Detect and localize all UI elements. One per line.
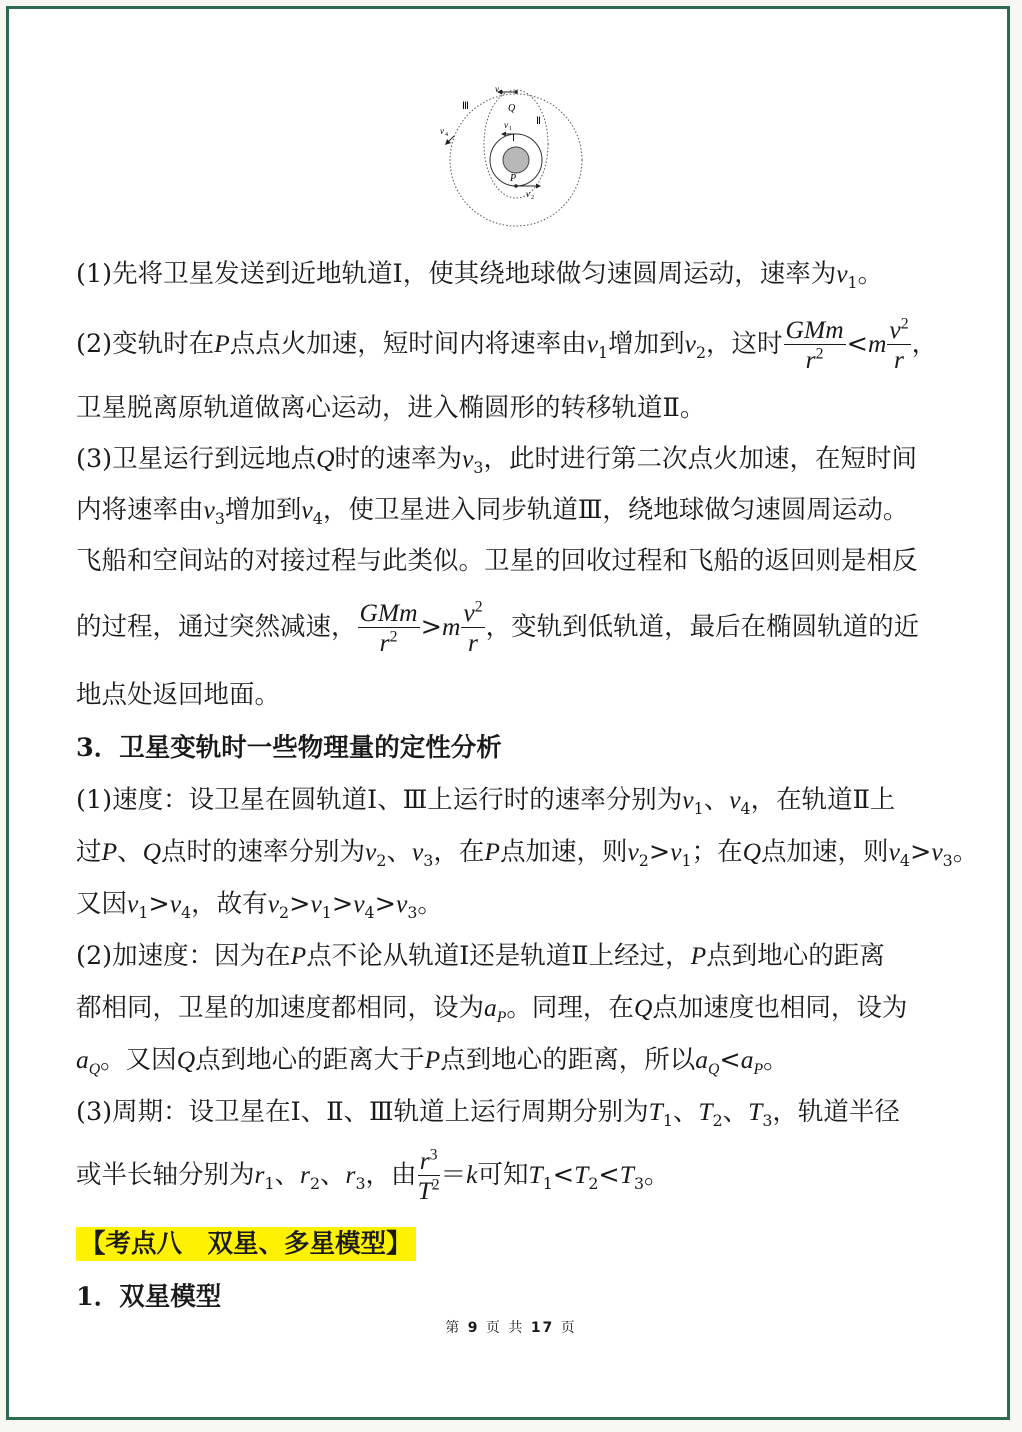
- para-5: 的过程，通过突然减速， $\frac{\text{GMm}}{r^2}$ >m $\frac{v^2}{r}$ ，变轨到低轨道，最后在椭圆轨道的近: [76, 597, 920, 657]
- svg-text:1: 1: [509, 126, 512, 132]
- point-Q: [514, 90, 518, 94]
- para-3: (3)卫星运行到远地点Q时的速率为$v_3$，此时进行第二次点火加速，在短时间: [76, 444, 917, 478]
- para-4: 飞船和空间站的对接过程与此类似。卫星的回收过程和飞船的返回则是相反: [76, 546, 918, 576]
- label-III: Ⅲ: [462, 101, 469, 112]
- page-total: 17: [530, 1320, 555, 1336]
- speed-para: (1)速度：设卫星在圆轨道Ⅰ、Ⅲ上运行时的速率分别为$v_1$、$v_4$，在轨道Ⅱ上: [76, 785, 896, 819]
- para-3-cont: 内将速率由$v_3$增加到$v_4$，使卫星进入同步轨道Ⅲ，绕地球做匀速圆周运动。: [76, 495, 909, 529]
- point-P: [514, 184, 518, 188]
- speed-para-2: 过P、Q点时的速率分别为$v_2$、$v_3$，在P点加速，则$v_2>v_1$；在Q点加速，则$v_4>v_3$。: [76, 837, 979, 871]
- earth: [503, 147, 529, 173]
- para-2-cont: 卫星脱离原轨道做离心运动，进入椭圆形的转移轨道Ⅱ。: [76, 393, 706, 423]
- speed-para-3: 又因$v_1>v_4$，故有$v_2>v_1>v_4>v_3$。: [76, 889, 443, 923]
- label-v1: v: [504, 120, 508, 130]
- para-1: (1)先将卫星发送到近地轨道Ⅰ，使其绕地球做匀速圆周运动，速率为$v_1$。: [76, 259, 884, 293]
- fraction-gmm-r2-b: $\frac{\text{GMm}}{r^2}$: [359, 597, 418, 657]
- page-number: 9: [467, 1320, 480, 1336]
- label-I: Ⅰ: [512, 133, 515, 144]
- label-v4: v: [440, 126, 444, 136]
- period-para: (3)周期：设卫星在Ⅰ、Ⅱ、Ⅲ轨道上运行周期分别为$T_1$、$T_2$、$T_3$，轨道半径: [76, 1097, 900, 1131]
- para-5-cont: 地点处返回地面。: [76, 680, 281, 710]
- section-heading: [76, 1226, 956, 1262]
- orbit-diagram: [432, 84, 592, 230]
- period-para-2: 或半长轴分别为$r_1$、$r_2$、$r_3$，由 $\frac{r^3}{T^2}$ ＝k可知$T_1<T_2<T_3$。: [76, 1145, 670, 1205]
- label-Q: Q: [508, 103, 516, 114]
- accel-para-3: $a_Q$。又因Q点到地心的距离大于P点到地心的距离，所以$a_Q<a_P$。: [76, 1045, 789, 1079]
- label-v2: v: [526, 189, 530, 199]
- accel-para: (2)加速度：因为在P点不论从轨道Ⅰ还是轨道Ⅱ上经过，P点到地心的距离: [76, 941, 885, 971]
- label-v3: v: [495, 84, 499, 94]
- heading-3: 3．卫星变轨时一些物理量的定性分析: [76, 733, 502, 763]
- para-2: (2)变轨时在P点点火加速，短时间内将速率由$v_1$增加到$v_2$，这时 $\frac{\text{GMm}}{r^2}$ <m $\frac{v^2}{r}$ ，: [76, 314, 938, 374]
- subheading-binary-star: 1．双星模型: [76, 1282, 222, 1312]
- label-II: Ⅱ: [536, 116, 541, 127]
- page-footer: 第 9 页 共 17 页: [445, 1320, 577, 1336]
- svg-text:2: 2: [531, 195, 534, 201]
- accel-para-2: 都相同，卫星的加速度都相同，设为$a_P$。同理，在Q点加速度也相同，设为: [76, 993, 908, 1027]
- highlighted-section-title: 【考点八 双星、多星模型】: [76, 1227, 416, 1261]
- fraction-r3-T2: $\frac{r^3}{T^2}$: [417, 1145, 440, 1205]
- svg-text:3: 3: [500, 90, 503, 96]
- fraction-gmm-r2: $\frac{\text{GMm}}{r^2}$: [785, 314, 844, 374]
- fraction-v2-r-b: $\frac{v^2}{r}$: [463, 597, 483, 657]
- svg-text:4: 4: [445, 132, 448, 138]
- label-P: P: [510, 173, 517, 184]
- fraction-v2-r: $\frac{v^2}{r}$: [889, 314, 909, 374]
